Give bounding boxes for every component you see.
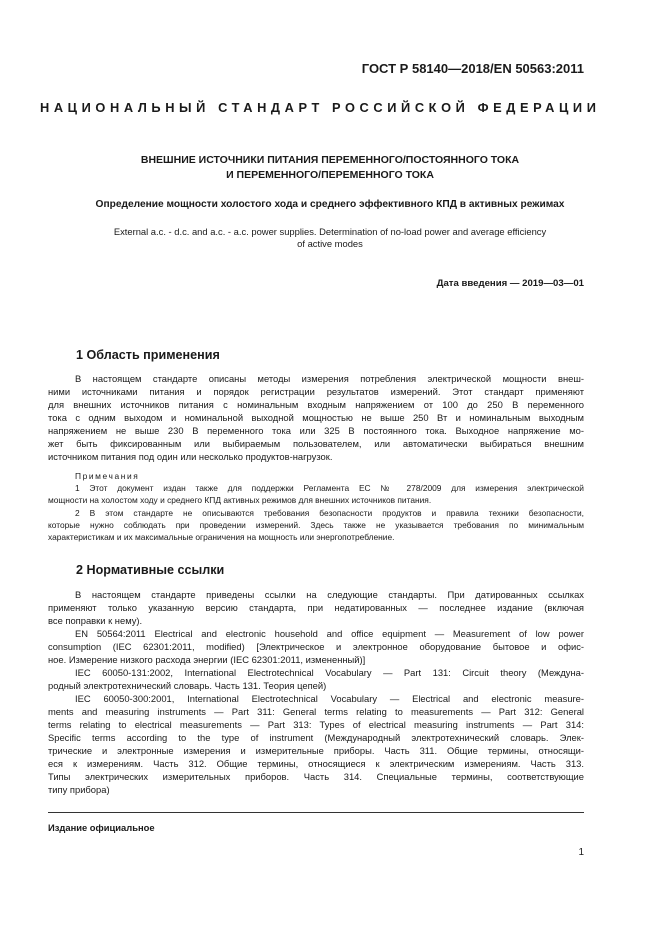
section-2-line: еся к измерениям. Часть 312. Общие термины, относящиеся к электрическим измерениям. Часть 313. [48, 758, 584, 769]
note-line: 1 Этот документ издан также для поддержки Регламента ЕС № 278/2009 для измерения электрической [75, 483, 584, 493]
standard-type-heading: НАЦИОНАЛЬНЫЙ СТАНДАРТ РОССИЙСКОЙ ФЕДЕРАЦИИ [40, 100, 601, 115]
section-2-line: применяют только указанную версию стандарта, при недатированных — последнее издание (включая [48, 602, 584, 613]
section-1-line: для внешних источников питания с номинальным входным напряжением от 100 до 250 В переменного [48, 399, 584, 410]
section-2-line: IEC 60050-131:2002, International Electrotechnical Vocabulary — Part 131: Circuit theory (Междуна- [75, 667, 584, 678]
section-1-line: В настоящем стандарте описаны методы измерения потребления электрической мощности внеш- [75, 373, 584, 384]
document-title-line-2: И ПЕРЕМЕННОГО/ПЕРЕМЕННОГО ТОКА [226, 169, 434, 181]
document-subtitle: Определение мощности холостого хода и среднего эффективного КПД в активных режимах [95, 199, 565, 210]
document-title-line-1: ВНЕШНИЕ ИСТОЧНИКИ ПИТАНИЯ ПЕРЕМЕННОГО/ПОСТОЯННОГО ТОКА [140, 154, 520, 166]
section-2-line: EN 50564:2011 Electrical and electronic household and office equipment — Measurement of low power [75, 628, 584, 639]
edition-label: Издание официальное [48, 822, 155, 833]
section-2-line: ments and measuring instruments — Part 311: General terms relating to measurements — Part 312: General [48, 706, 584, 717]
section-2-line: terms relating to electrical measurements — Part 313: Types of electrical measuring instruments — Part 314: [48, 719, 584, 730]
footer-divider [48, 812, 584, 813]
page-number: 1 [578, 847, 584, 858]
introduction-date: Дата введения — 2019—03—01 [436, 278, 584, 289]
section-1-line: ними источниками питания и порядок регистрации результатов измерений. Этот стандарт применяют [48, 386, 584, 397]
section-2-line: Типы электрических измерительных приборов. Часть 314. Специальные термины, соответствующие [48, 771, 584, 782]
notes-label: Примечания [75, 471, 140, 481]
section-2-line: все поправки к нему). [48, 615, 143, 626]
section-1-heading: 1 Область применения [76, 348, 220, 362]
english-title-line-2: of active modes [297, 238, 363, 249]
section-1-line: источником питания под один или несколько продуктов-нагрузок. [48, 451, 333, 462]
section-2-heading: 2 Нормативные ссылки [76, 563, 225, 577]
section-2-line: Specific terms according to the type of instrument (Международный электротехнический словарь. Элек- [48, 732, 584, 743]
english-title-line-1: External a.c. - d.c. and a.c. - a.c. power supplies. Determination of no-load power and average efficiency [113, 226, 547, 237]
section-2-line: родный электротехнический словарь. Часть 131. Теория цепей) [48, 680, 327, 691]
note-line: характеристикам и их максимальные ограничения на мощность или энергопотребление. [48, 532, 395, 542]
section-2-line: типу прибора) [48, 784, 110, 795]
section-1-line: напряжением не выше 230 В переменного тока или 325 В постоянного тока. Выходное напряжение мо- [48, 425, 584, 436]
section-2-line: ное. Измерение низкого расхода энергии (IEC 62301:2011, измененный)] [48, 654, 366, 665]
section-1-line: жет быть фиксированным или выбираемым пользователем, или автоматически выбираться внешним [48, 438, 584, 449]
standard-code: ГОСТ Р 58140—2018/EN 50563:2011 [361, 61, 584, 76]
section-2-line: В настоящем стандарте приведены ссылки на следующие стандарты. При датированных ссылках [75, 589, 584, 600]
section-2-line: трические и электронные измерения и измерительные приборы. Часть 311. Общие термины, относящи- [48, 745, 584, 756]
section-2-line: consumption (IEC 62301:2011, modified) [Электрическое и электронное оборудование бытовое и офис- [48, 641, 584, 652]
section-1-line: тока с одним выходом и номинальной выходной мощностью не выше 250 Вт и номинальным выходным [48, 412, 584, 423]
note-line: мощности на холостом ходу и среднего КПД активных режимов для внешних источников питания. [48, 495, 432, 505]
note-line: которые нужно соблюдать при проведении измерений. Здесь также не указывается требования по минимальным [48, 520, 584, 530]
note-line: 2 В этом стандарте не описываются требования безопасности продуктов и правила техники безопасности, [75, 508, 584, 518]
section-2-line: IEC 60050-300:2001, International Electrotechnical Vocabulary — Electrical and electronic measure- [75, 693, 584, 704]
